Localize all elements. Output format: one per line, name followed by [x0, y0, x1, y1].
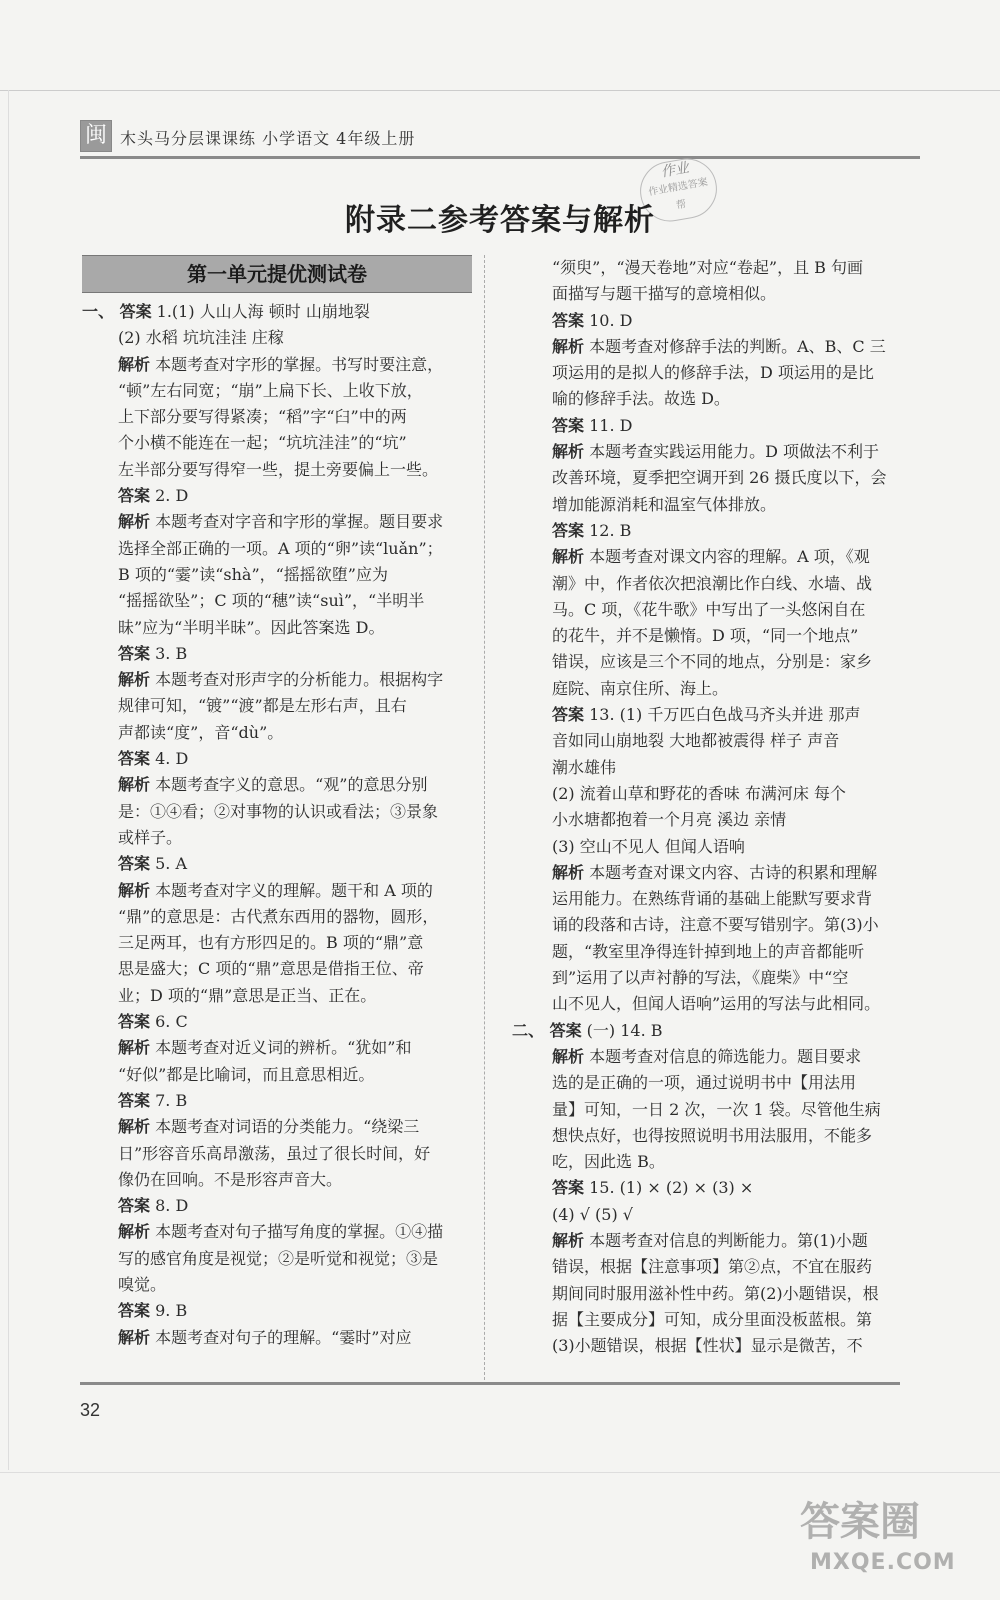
- line-text: 7. B: [150, 1090, 188, 1110]
- answer-label: 解析: [552, 1230, 585, 1250]
- answer-label: 答案: [552, 705, 585, 725]
- answer-label: 解析: [118, 1327, 151, 1347]
- answer-label: 一、 答案: [82, 302, 152, 321]
- left-text-line: [82, 1035, 472, 1061]
- stamp-line-2: 作业精选答案: [647, 176, 709, 199]
- line-text: 三足两耳，也有方形四足的。B 项的“鼎”意: [118, 933, 424, 953]
- line-text: 昧”应为“半明半昧”。因此答案选 D。: [118, 617, 385, 637]
- page-title: 附录二参考答案与解析: [345, 203, 655, 238]
- publisher-logo: 闽: [80, 120, 112, 152]
- left-text-line: [82, 878, 472, 904]
- line-text: 想快点好，也得按照说明书用法服用，不能多: [552, 1125, 873, 1145]
- line-text: 本题考查对字音和字形的掌握。题目要求: [150, 512, 444, 532]
- answer-label: 解析: [552, 336, 585, 356]
- line-text: 到”运用了以声衬静的写法，《鹿柴》中“空: [552, 968, 849, 988]
- left-text-line: [82, 325, 472, 351]
- line-text: (3)小题错误，根据【性状】显示是微苦，不: [552, 1336, 863, 1356]
- line-text: 像仍在回响。不是形容声音大。: [118, 1169, 343, 1189]
- line-text: 据【主要成分】可知，成分里面没板蓝根。第: [552, 1309, 873, 1329]
- left-text-line: [82, 930, 472, 956]
- line-text: 是：①④看；②对事物的认识或看法；③景象: [118, 801, 439, 821]
- right-text-line: [552, 1097, 912, 1123]
- line-text: (2) 流着山草和野花的香味 布满河床 每个: [552, 783, 846, 803]
- right-text-line: [552, 755, 912, 781]
- line-text: 改善环境，夏季把空调开到 26 摄氏度以下，会: [552, 468, 887, 488]
- right-text-line: [552, 939, 912, 965]
- line-text: 嗅觉。: [118, 1274, 167, 1294]
- right-text-line: [552, 1307, 912, 1333]
- watermark-url: MXQE.COM: [810, 1550, 956, 1575]
- right-text-line: [552, 492, 912, 518]
- footer-rule: [80, 1382, 900, 1385]
- line-text: (3) 空山不见人 但闻人语响: [552, 836, 745, 856]
- right-text-line: [552, 728, 912, 754]
- answer-label: 解析: [118, 1117, 151, 1137]
- answer-label: 答案: [118, 1012, 151, 1032]
- right-column: [512, 255, 912, 1359]
- left-text-line: [82, 352, 472, 378]
- line-text: 业；D 项的“鼎”意思是正当、正在。: [118, 985, 377, 1005]
- answer-label: 解析: [118, 880, 151, 900]
- answer-label: 答案: [118, 749, 151, 769]
- answer-label: 解析: [552, 547, 585, 567]
- left-text-line: [82, 430, 472, 456]
- line-text: 本题考查对课文内容的理解。A 项，《观: [584, 547, 870, 567]
- left-text-line: [82, 693, 472, 719]
- answer-label: 解析: [552, 442, 585, 462]
- line-text: 11. D: [584, 415, 633, 435]
- line-text: 本题考查对课文内容、古诗的积累和理解: [584, 862, 878, 882]
- line-text: 本题考查对修辞手法的判断。A、B、C 三: [584, 336, 886, 356]
- line-text: 日”形容音乐高昂激荡，虽过了很长时间，好: [118, 1143, 431, 1163]
- line-text: (一) 14. B: [581, 1020, 663, 1040]
- right-text-line: [552, 1175, 912, 1201]
- line-text: 思是盛大；C 项的“鼎”意思是借指王位、帝: [118, 959, 424, 979]
- line-text: 运用能力。在熟练背诵的基础上能默写要求背: [552, 889, 873, 909]
- left-text-line: [82, 1193, 472, 1219]
- answer-label: 答案: [118, 643, 151, 663]
- line-text: “顿”左右同宽；“崩”上扁下长、上收下放，: [118, 380, 423, 400]
- answer-label: 答案: [118, 1301, 151, 1321]
- right-text-line: [552, 676, 912, 702]
- right-text-line: [552, 991, 912, 1017]
- right-text-line: [552, 360, 912, 386]
- right-text-line: [552, 1202, 912, 1228]
- left-column: [82, 255, 472, 1351]
- left-text-line: [82, 1062, 472, 1088]
- line-text: 本题考查对字形的掌握。书写时要注意，: [150, 354, 444, 374]
- line-text: 面描写与题干描写的意境相似。: [552, 284, 777, 304]
- line-text: 3. B: [150, 643, 188, 663]
- line-text: 4. D: [150, 749, 189, 769]
- right-text-line: [552, 834, 912, 860]
- line-text: 本题考查实践运用能力。D 项做法不利于: [584, 442, 880, 462]
- right-text-line: [552, 886, 912, 912]
- line-text: 山不见人，但闻人语响”运用的写法与此相同。: [552, 994, 881, 1014]
- left-text-line: [82, 772, 472, 798]
- answer-label: 解析: [118, 775, 151, 795]
- line-text: 8. D: [150, 1196, 189, 1216]
- page-bottom-edge: [0, 1472, 1000, 1473]
- right-text-line: [552, 912, 912, 938]
- stamp-line-1: 作业: [659, 159, 691, 181]
- line-text: 9. B: [150, 1301, 188, 1321]
- left-text-line: [82, 457, 472, 483]
- left-text-line: [82, 299, 472, 325]
- line-text: 13. (1) 千万匹白色战马齐头并进 那声: [584, 705, 861, 725]
- right-text-line: [552, 255, 912, 281]
- right-text-line: [552, 413, 912, 439]
- answer-label: 答案: [118, 854, 151, 874]
- left-text-line: [82, 1325, 472, 1351]
- answer-label: 答案: [552, 310, 585, 330]
- right-text-line: [552, 781, 912, 807]
- right-text-line: [552, 308, 912, 334]
- line-text: 本题考查对字义的理解。题干和 A 项的: [150, 880, 433, 900]
- line-text: 的花牛，并不是懒惰。D 项，“同一个地点”: [552, 626, 859, 646]
- answer-label: 答案: [552, 1178, 585, 1198]
- line-text: 2. D: [150, 486, 189, 506]
- left-text-line: [82, 956, 472, 982]
- right-text-line: [552, 439, 912, 465]
- line-text: “摇摇欲坠”；C 项的“穗”读“suì”，“半明半: [118, 591, 425, 611]
- page-number: 32: [80, 1400, 101, 1420]
- left-text-line: [82, 404, 472, 430]
- left-text-line: [82, 483, 472, 509]
- line-text: 5. A: [150, 854, 188, 874]
- line-text: 错误，根据【注意事项】第②点，不宜在服药: [552, 1257, 873, 1277]
- line-text: “须臾”，“漫天卷地”对应“卷起”，且 B 句画: [552, 258, 864, 277]
- watermark-logo: 答案圈: [800, 1499, 920, 1545]
- left-text-line: [82, 378, 472, 404]
- answer-label: 答案: [118, 486, 151, 506]
- left-text-line: [82, 1219, 472, 1245]
- right-text-line: [552, 1333, 912, 1359]
- right-text-line: [552, 281, 912, 307]
- answer-label: 二、 答案: [512, 1020, 582, 1040]
- line-text: 或样子。: [118, 827, 183, 847]
- left-text-line: [82, 1114, 472, 1140]
- right-text-line: [552, 334, 912, 360]
- line-text: 1.(1) 人山人海 顿时 山崩地裂: [151, 302, 370, 321]
- right-text-line: [552, 702, 912, 728]
- line-text: 吃，因此选 B。: [552, 1152, 665, 1172]
- column-divider: [484, 255, 485, 1380]
- line-text: 10. D: [584, 310, 633, 330]
- line-text: 本题考查对形声字的分析能力。根据构字: [150, 670, 444, 690]
- answer-label: 解析: [552, 1046, 585, 1066]
- line-text: 潮》中，作者依次把浪潮比作白线、水墙、战: [552, 573, 873, 593]
- line-text: 选择全部正确的一项。A 项的“卵”读“luǎn”；: [118, 538, 443, 558]
- line-text: 6. C: [150, 1012, 188, 1032]
- right-text-line: [552, 1044, 912, 1070]
- left-text-line: [82, 983, 472, 1009]
- page-edge-left: [8, 90, 9, 1470]
- line-text: 声都读“度”，音“dù”。: [118, 722, 284, 742]
- line-text: 本题考查对信息的判断能力。第(1)小题: [584, 1230, 868, 1250]
- right-text-line: [552, 1070, 912, 1096]
- line-text: 小水塘都抱着一个月亮 溪边 亲情: [552, 810, 787, 830]
- line-text: 15. (1) × (2) × (3) ×: [584, 1178, 754, 1198]
- right-text-line: [552, 1149, 912, 1175]
- right-text-line: [552, 465, 912, 491]
- line-text: 音如同山崩地裂 大地都被震得 样子 声音: [552, 731, 840, 751]
- right-text-line: [552, 597, 912, 623]
- right-text-line: [552, 1254, 912, 1280]
- line-text: 项运用的是拟人的修辞手法，D 项运用的是比: [552, 363, 874, 383]
- line-text: 量】可知，一日 2 次，一次 1 袋。尽管他生病: [552, 1099, 881, 1119]
- line-text: 本题考查对词语的分类能力。“绕梁三: [150, 1117, 420, 1137]
- right-text-line: [552, 386, 912, 412]
- left-text-line: [82, 720, 472, 746]
- line-text: 潮水雄伟: [552, 757, 617, 777]
- line-text: 本题考查字义的意思。“观”的意思分别: [150, 775, 428, 795]
- line-text: 本题考查对句子的理解。“霎时”对应: [150, 1327, 412, 1347]
- answer-label: 解析: [552, 862, 585, 882]
- stamp-line-3: 帮: [675, 198, 688, 212]
- right-text-line: [552, 1281, 912, 1307]
- right-text-line: [552, 571, 912, 597]
- right-text-line: [552, 518, 912, 544]
- page-edge-top: [0, 90, 1000, 91]
- line-text: 庭院、南京住所、海上。: [552, 678, 729, 698]
- right-text-line: [552, 544, 912, 570]
- answer-label: 答案: [118, 1090, 151, 1110]
- answer-label: 解析: [118, 1038, 151, 1058]
- answer-label: 解析: [118, 1222, 151, 1242]
- line-text: 写的感官角度是视觉；②是听觉和视觉；③是: [118, 1248, 439, 1268]
- line-text: 本题考查对近义词的辨析。“犹如”和: [150, 1038, 412, 1058]
- left-text-line: [82, 562, 472, 588]
- right-text-line: [552, 860, 912, 886]
- left-text-line: [82, 746, 472, 772]
- left-text-line: [82, 588, 472, 614]
- line-text: 期间同时服用滋补性中药。第(2)小题错误，根: [552, 1283, 879, 1303]
- left-text-line: [82, 1246, 472, 1272]
- answer-label: 答案: [552, 520, 585, 540]
- left-text-line: [82, 509, 472, 535]
- left-text-line: [82, 641, 472, 667]
- running-header: [80, 118, 920, 158]
- line-text: 左半部分要写得窄一些，提土旁要偏上一些。: [118, 459, 439, 479]
- answer-label: 答案: [552, 415, 585, 435]
- right-text-line: [512, 1018, 912, 1044]
- answer-label: 解析: [118, 512, 151, 532]
- line-text: 本题考查对信息的筛选能力。题目要求: [584, 1046, 862, 1066]
- left-text-line: [82, 799, 472, 825]
- left-text-line: [82, 1167, 472, 1193]
- left-text-line: [82, 1272, 472, 1298]
- line-text: 马。C 项，《花牛歌》中写出了一头悠闲自在: [552, 599, 866, 619]
- left-text-line: [82, 1298, 472, 1324]
- left-text-line: [82, 851, 472, 877]
- right-text-line: [552, 807, 912, 833]
- left-column-lines: [82, 299, 472, 1351]
- left-text-line: [82, 825, 472, 851]
- header-text: 木头马分层课课练 小学语文 4年级上册: [120, 129, 416, 148]
- right-text-line: [552, 1228, 912, 1254]
- section-title: 第一单元提优测试卷: [82, 255, 472, 293]
- line-text: 12. B: [584, 520, 632, 540]
- header-rule: [80, 156, 920, 159]
- line-text: 选的是正确的一项，通过说明书中【用法用: [552, 1073, 857, 1093]
- left-text-line: [82, 1141, 472, 1167]
- left-text-line: [82, 1009, 472, 1035]
- left-text-line: [82, 536, 472, 562]
- right-text-line: [552, 623, 912, 649]
- left-text-line: [82, 667, 472, 693]
- answer-label: 解析: [118, 670, 151, 690]
- answer-label: 解析: [118, 354, 151, 374]
- line-text: 错误，应该是三个不同的地点，分别是：家乡: [552, 652, 873, 672]
- answer-label: 答案: [118, 1196, 151, 1216]
- left-text-line: [82, 1088, 472, 1114]
- line-text: 增加能源消耗和温室气体排放。: [552, 494, 777, 514]
- line-text: B 项的“霎”读“shà”，“摇摇欲堕”应为: [118, 564, 388, 584]
- line-text: 上下部分要写得紧凑；“稻”字“臼”中的两: [118, 407, 407, 427]
- line-text: 诵的段落和古诗，注意不要写错别字。第(3)小: [552, 915, 879, 935]
- line-text: (4) √ (5) √: [552, 1204, 633, 1224]
- line-text: “鼎”的意思是：古代煮东西用的器物，圆形，: [118, 906, 439, 926]
- right-text-line: [552, 965, 912, 991]
- right-column-lines: [512, 255, 912, 1359]
- right-text-line: [552, 649, 912, 675]
- left-text-line: [82, 615, 472, 641]
- left-text-line: [82, 904, 472, 930]
- line-text: 本题考查对句子描写角度的掌握。①④描: [150, 1222, 444, 1242]
- line-text: 个小横不能连在一起；“坑坑洼洼”的“坑”: [118, 433, 407, 453]
- line-text: “好似”都是比喻词，而且意思相近。: [118, 1064, 375, 1084]
- line-text: 规律可知，“镀”“渡”都是左形右声，且右: [118, 696, 407, 716]
- line-text: 题，“教室里净得连针掉到地上的声音都能听: [552, 941, 865, 961]
- line-text: 喻的修辞手法。故选 D。: [552, 389, 730, 409]
- line-text: (2) 水稻 坑坑洼洼 庄稼: [118, 328, 284, 348]
- right-text-line: [552, 1123, 912, 1149]
